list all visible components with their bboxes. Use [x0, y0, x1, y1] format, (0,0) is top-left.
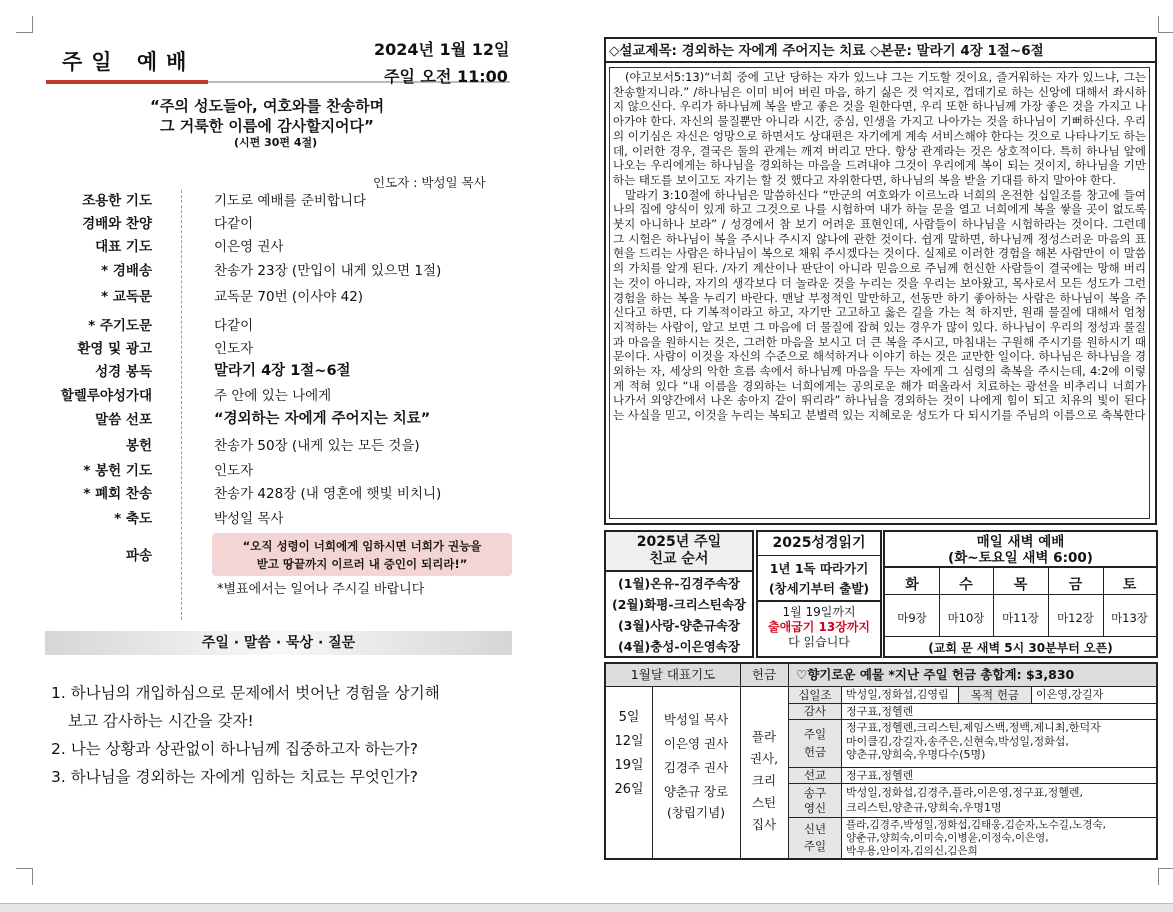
- dawn-row-line: [885, 636, 1156, 637]
- offering-counter-header: 헌금: [751, 667, 777, 682]
- order-label: * 폐회 찬송: [83, 486, 152, 502]
- order-value: “경외하는 자에게 주어지는 치료”: [214, 411, 431, 427]
- crop-mark-top-right: [1158, 16, 1173, 33]
- dawn-row-line: [885, 594, 1156, 595]
- offering-row-line: [788, 817, 1156, 818]
- sending-verse-line1: “오직 성령이 너희에게 임하시면 너희가 권능을: [242, 539, 482, 553]
- order-label: 말씀 선포: [95, 412, 152, 428]
- sunday-date: 19일: [614, 758, 644, 773]
- offering-row-line: [788, 703, 1156, 704]
- weekly-line: 정구표,정헬렌,크리스틴,제임스백,정백,제니최,한덕자: [846, 721, 1101, 734]
- sermon-paragraph: 말라기 3:10절에 하나님은 말씀하신다 “만군의 여호와가 이르노라 너희의 온전한 십일조를 창고에 들여 나의 집에 양식이 있게 하고 그것으로 나를 시험하여 내가 하늘 문을 열고 너희에게 복을 쌓을 곳이 없도록 붓지 아니하나 보라” / 성경에서 참 보기 어려운 표현인데, 사람들이 하나님을 시험하라는 것이다. 그런데 그 시험은 하나님이 복을 주시나 주시지 않나에 관한 것이다. 쉽게 말하면, 하나님께 정성스러운 마음의 표현을 드리는 사람은 하나님이 복으로 채워 주시겠다는 것이다. 실제로 이러한 경험을 해본 사람만이 이 말씀의 가치를 알게 된다. /자기 계산이나 판단이 아니라 믿음으로 주님께 헌신한 사람들이 결국에는 망해 버리는 것이 아니라, 자기의 생각보다 더 놀라운 것을 누리는 것을 우리는 보아왔고, 목사로서 모든 성도가 그런 경험을 하는 복을 누리기 바란다. 맨날 부정적인 말만하고, 선동만 하기 좋아하는 사람은 하나님이 복을 주신다고 하면, 다 기복적이라고 하고, 자기만 고고하고 옳은 길을 가는 척 하지만, 원래 물질에 대해서 엄청 지적하는 사람이, 알고 보면 그 마음에 더 물질에 잡혀 있는 경우가 많이 있다. 하나님이 우리의 정성과 물질과 마음을 원하시는 것은, 그러한 마음을 보시고 더 큰 복을 주시고, 마침내는 구원해 주시기를 원하시기 때문이다. 사람이 이것을 자신의 수준으로 해석하거나 이야기 하는 것은 교만한 일이다. 하나님은 하나님을 경외하는 자, 세상의 악한 흐름 속에서 하나님께 마음을 두는 자에게 그 심령의 축복을 주시는데, 4:2에 이렇게 적혀 있다 “내 이름을 경외하는 너희에게는 공의로운 해가 떠올라서 치료하는 광선을 비추리니 너희가 나가서 외양간에서 나온 송아지 같이 뛰리라” 하나님을 경외하는 것이 나에게 힘이 되고 치유의 빛이 된다는 사실을 믿고, 이것을 누리는 복되고 분별력 있는 지혜로운 성도가 다 되시기를 주님의 이름으로 축복한다: [613, 187, 1146, 423]
- weekly-line: 마이클김,강길자,송주은,신현숙,박성일,정화섭,: [846, 734, 1069, 748]
- prayer-leader: 이은영 권사: [663, 736, 729, 751]
- order-value: 주 안에 있는 나에게: [214, 388, 332, 404]
- order-divider: [181, 190, 182, 620]
- category-tithe: 십일조: [789, 687, 841, 703]
- dawn-chapter: 마12장: [1057, 611, 1094, 625]
- bible-reading-title: 2025성경읽기: [758, 532, 880, 556]
- order-label: 조용한 기도: [82, 193, 152, 209]
- order-label: * 주기도문: [88, 318, 152, 334]
- order-label: * 경배송: [101, 263, 152, 279]
- offering-col-line: [841, 686, 842, 858]
- newyear-label1: 신년: [803, 822, 827, 836]
- fellowship-rotation-box: [604, 530, 754, 658]
- sunday-date: 5일: [618, 710, 640, 725]
- bible-reading-note2: 출애굽기 13장까지: [767, 620, 871, 634]
- theme-verse-line1: “주의 성도들아, 여호와를 찬송하며: [150, 97, 385, 115]
- rotation-row: (3월)사랑-양춘규속장: [618, 618, 740, 633]
- order-value: 찬송가 50장 (내게 있는 모든 것을): [214, 438, 420, 454]
- dawn-day: 수: [959, 577, 973, 593]
- order-label: 대표 기도: [95, 239, 152, 255]
- sermon-body-frame: [609, 67, 1150, 519]
- stand-note: *별표에서는 일어나 주시길 바랍니다: [217, 582, 425, 597]
- prayer-header: 1월달 대표기도: [630, 667, 716, 682]
- prayer-leader: 박성일 목사: [663, 712, 729, 727]
- tithe-names: 박성일,정화섭,김영림: [846, 688, 949, 701]
- category-mission: 선교: [789, 768, 841, 783]
- offering-row-line: [788, 719, 1156, 720]
- order-label: 환영 및 광고: [77, 341, 152, 357]
- purpose-label: 목적 헌금: [958, 687, 1032, 703]
- rotation-title1: 2025년 주일: [636, 534, 722, 550]
- offering-counter: 스틴: [751, 795, 777, 810]
- order-label: 파송: [125, 548, 152, 564]
- sending-verse-line2: 받고 땅끝까지 이르러 내 증인이 되리라!”: [256, 557, 468, 571]
- dawn-header: [885, 532, 1156, 568]
- dawn-title1: 매일 새벽 예배: [976, 534, 1065, 550]
- dawn-chapter: 마11장: [1002, 611, 1039, 625]
- weekly-line: 양춘규,양희숙,우명다수(5명): [846, 748, 986, 761]
- service-time: 주일 오전 11:00: [384, 67, 508, 86]
- bible-reading-note-frame: [758, 600, 880, 656]
- weekly-label1: 주일: [803, 727, 827, 741]
- order-value: 박성일 목사: [214, 511, 284, 527]
- rotation-row: (2월)화평-크리스틴속장: [612, 597, 746, 612]
- newyear-line: 양춘규,양희숙,이미숙,이병윤,이정숙,이은영,: [846, 832, 1049, 844]
- offering-counter: 플라: [751, 729, 777, 744]
- question-1-cont: 보고 감사하는 시간을 갖자!: [68, 712, 254, 730]
- order-value: 찬송가 23장 (만입이 내게 있으면 1절): [214, 263, 442, 279]
- dawn-note: (교회 문 새벽 5시 30분부터 오픈): [928, 641, 1113, 655]
- question-3: 3. 하나님을 경외하는 자에게 임하는 치료는 무엇인가?: [51, 768, 419, 786]
- dawn-chapter: 마13장: [1111, 611, 1148, 625]
- bible-reading-box: [756, 530, 882, 658]
- rotation-row: (1월)온유-김경주속장: [618, 576, 740, 591]
- order-value: 인도자: [214, 463, 254, 479]
- bible-reading-line1: 1년 1독 따라가기: [769, 561, 869, 576]
- bible-reading-note3: 다 읽습니다: [788, 635, 850, 649]
- farewell-line: 박성일,정화섭,김경주,플라,이은영,정구표,정헬렌,: [846, 786, 1083, 799]
- newyear-line: 플라,김경주,박성일,정화섭,김태웅,김순자,노수길,노경숙,: [846, 819, 1106, 831]
- crop-mark-bottom-left: [16, 868, 33, 885]
- rotation-title2: 친교 순서: [649, 551, 709, 567]
- rotation-header: [606, 532, 752, 572]
- mission-names: 정구표,정헬렌: [846, 769, 914, 782]
- dawn-chapter: 마9장: [897, 611, 927, 625]
- thanks-names: 정구표,정헬렌: [846, 705, 914, 718]
- bible-reading-note1: 1월 19일까지: [782, 605, 856, 619]
- prayer-leader: 김경주 권사: [663, 760, 729, 775]
- order-value: 인도자: [214, 341, 254, 357]
- sermon-title: ◇설교제목: 경외하는 자에게 주어지는 치료 ◇본문: 말라기 4장 1절~6절: [606, 39, 1155, 63]
- order-value: 기도로 예배를 준비합니다: [214, 193, 367, 209]
- farewell-label2: 영신: [803, 801, 827, 815]
- service-date: 2024년 1월 12일: [374, 40, 510, 59]
- sermon-text: [613, 70, 1146, 423]
- crop-mark-bottom-right: [1158, 868, 1173, 885]
- dawn-chapter: 마10장: [947, 611, 985, 625]
- sending-verse-box: [212, 533, 512, 576]
- worship-leader: 인도자 : 박성일 목사: [373, 175, 486, 190]
- category-farewell: [789, 784, 841, 817]
- order-label: * 봉헌 기도: [83, 463, 152, 479]
- purpose-names: 이은영,강길자: [1036, 688, 1104, 701]
- weekly-label2: 헌금: [803, 745, 827, 759]
- dawn-service-box: [883, 530, 1158, 658]
- prayer-leader: 양춘규 장로: [663, 784, 729, 799]
- order-value: 다같이: [214, 318, 254, 334]
- newyear-line: 박우용,안이자,김의신,김은희: [846, 845, 978, 857]
- category-weekly: [789, 720, 841, 767]
- rotation-row: (4월)충성-이은영속장: [618, 639, 740, 654]
- order-value: 교독문 70번 (이사야 42): [214, 289, 364, 305]
- category-newyear: [789, 818, 841, 858]
- order-value: 말라기 4장 1절~6절: [214, 363, 351, 379]
- farewell-names: [846, 785, 1083, 815]
- theme-verse-line2: 그 거룩한 이름에 감사할지어다”: [160, 117, 374, 135]
- sunday-dates: [606, 706, 652, 802]
- order-label: * 교독문: [101, 289, 152, 305]
- offering-counters: [740, 726, 788, 836]
- prayer-leaders: [652, 708, 740, 822]
- order-value: 이은영 권사: [214, 239, 284, 255]
- order-label: 할렐루야성가대: [60, 388, 152, 404]
- title-accent-rule: [46, 80, 208, 84]
- weekly-names: [846, 721, 1101, 762]
- offering-header: [606, 664, 1156, 687]
- sermon-paragraph: (야고보서5:13)“너희 중에 고난 당하는 자가 있느냐 그는 기도할 것이요, 즐거워하는 자가 있느냐, 그는 찬송할지니라.” /하나님은 이미 비어 버린 마음, 하기 싫은 것 억지로, 껍데기로 하는 신앙에 대해서 좌시하지 않으신다. 우리가 하나님께 복을 받고 좋은 것을 원한다면, 우리 또한 하나님께 가장 좋은 것을 가지고 나아가야 한다. 자신의 물질뿐만 아니라 시간, 중심, 인생을 가지고 나아가는 것을 하나님이 기뻐하신다. 우리의 이기심은 자신은 엉망으로 하면서도 상대편은 자기에게 계속 서비스해야 한다는 것으로 나타나기도 하는데, 이러한 경우, 결국은 둘의 관계는 깨져 버리고 만다. 항상 관계라는 것은 상호적이다. 특히 하나님 앞에 나오는 우리에게는 하나님을 경외하는 마음을 드려내야 그것이 우리에게 복이 되는 것이지, 하나님을 기만하는 태도를 보이고도 자기는 할 것 했다고 자위한다면, 하나님의 복을 받을 기대를 하지 말아야 한다.: [613, 70, 1146, 187]
- offering-counter: 크리: [751, 773, 777, 788]
- sunday-date: 12일: [614, 734, 644, 749]
- order-value: 찬송가 428장 (내 영혼에 햇빛 비치니): [214, 486, 442, 502]
- discussion-title: 주일 · 말씀 · 묵상 · 질문: [45, 631, 512, 655]
- sunday-date: 26일: [614, 782, 644, 797]
- order-label: 성경 봉독: [95, 364, 152, 380]
- offering-table: [604, 662, 1158, 860]
- prayer-leader-note: (창립기념): [666, 805, 726, 820]
- dawn-day: 화: [905, 577, 919, 593]
- order-label: 경배와 찬양: [82, 216, 152, 232]
- offering-row-line: [788, 783, 1156, 784]
- dawn-day: 금: [1068, 577, 1083, 593]
- dawn-title2: (화~토요일 새벽 6:00): [948, 550, 1093, 566]
- category-thanks: 감사: [789, 704, 841, 719]
- offering-row-line: [788, 767, 1156, 768]
- bible-reading-line2: (창세기부터 출발): [768, 581, 870, 596]
- theme-verse-reference: (시편 30편 4절): [234, 136, 318, 149]
- sermon-box: [604, 37, 1157, 525]
- crop-mark-top-left: [16, 16, 33, 33]
- question-2: 2. 나는 상황과 상관없이 하나님께 집중하고자 하는가?: [51, 740, 419, 758]
- order-value: 다같이: [214, 216, 254, 232]
- newyear-names: [846, 819, 1106, 858]
- order-label: 봉헌: [125, 438, 152, 454]
- dawn-day: 토: [1122, 577, 1137, 593]
- offering-counter: 집사: [751, 817, 777, 832]
- farewell-line: 크리스틴,양춘규,양희숙,우명1명: [846, 801, 1002, 814]
- order-label: * 축도: [114, 511, 152, 527]
- offering-counter: 권사,: [749, 751, 779, 766]
- dawn-day: 목: [1013, 577, 1028, 593]
- question-1: 1. 하나님의 개입하심으로 문제에서 벗어난 경험을 상기해: [51, 684, 440, 702]
- offering-summary-header: ♡향기로운 예물 *지난 주일 헌금 총합계: $3,830: [796, 667, 1075, 682]
- newyear-label2: 주일: [803, 839, 827, 853]
- farewell-label1: 송구: [803, 786, 827, 800]
- page-title: 주일 예배: [62, 50, 196, 74]
